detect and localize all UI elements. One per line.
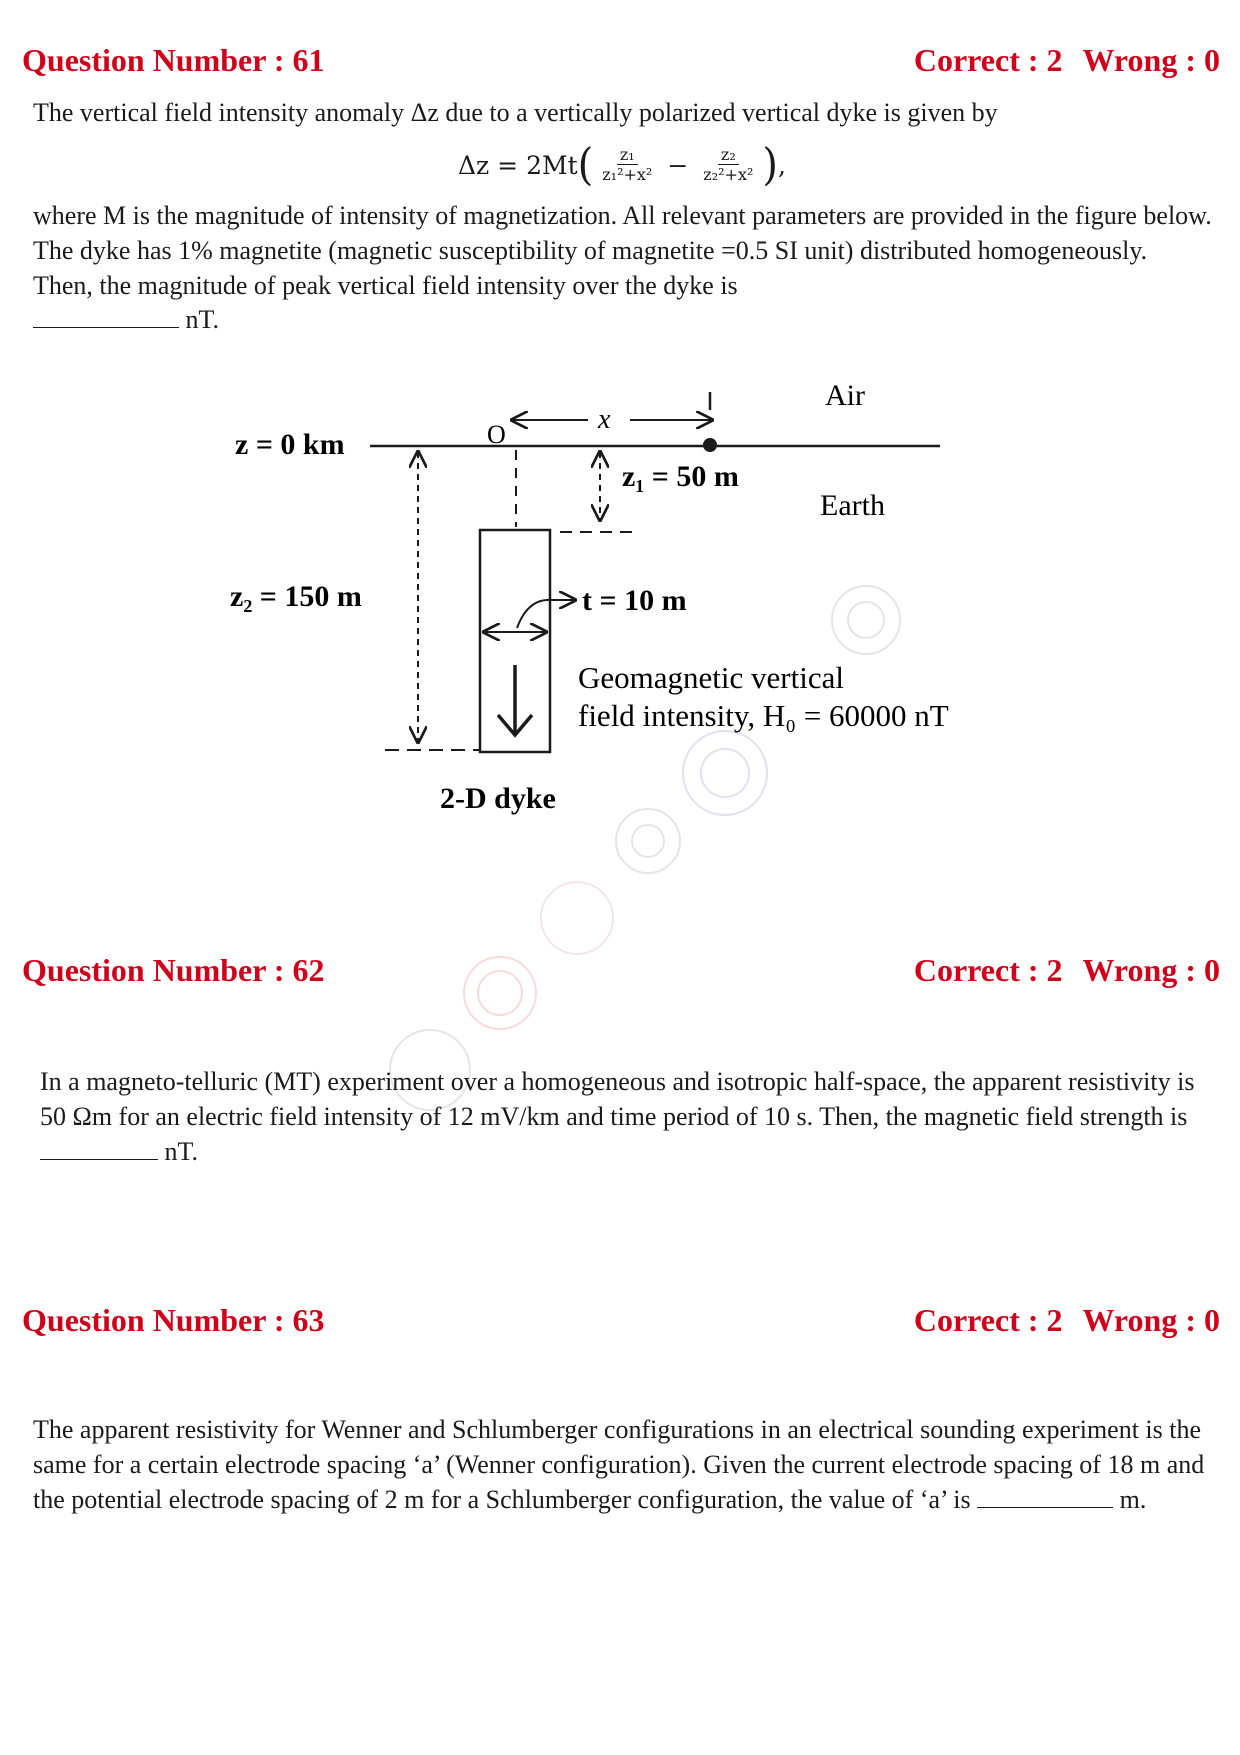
station-point	[703, 438, 717, 452]
question-number: Question Number : 62	[22, 951, 325, 988]
z2-label: z₂ = 150 m	[230, 580, 362, 613]
wrong-score: Wrong : 0	[1082, 951, 1220, 988]
wrong-score: Wrong : 0	[1082, 41, 1220, 78]
formula-lhs: Δz = 2Mt	[458, 150, 578, 180]
question-63-body: The apparent resistivity for Wenner and Schlumberger configurations in an electrical sounding experiment is the same for a certain electrode spacing ‘a’ (Wenner configuration). Given the current electrode spacing of 18 m and the potential electrode spacing of 2 m for a Schlumberger configuration, the value of ‘a’ is	[33, 1415, 1205, 1514]
z1-label: z₁ = 50 m	[622, 460, 739, 493]
answer-blank[interactable]	[977, 1483, 1113, 1508]
score	[914, 952, 1220, 989]
correct-score: Correct : 2	[913, 41, 1063, 78]
fraction-2-num: z₂	[718, 146, 739, 165]
right-paren: )	[762, 139, 779, 191]
score	[914, 42, 1220, 79]
question-number: Question Number : 63	[22, 1301, 325, 1338]
dyke-formula	[458, 139, 786, 191]
unit: nT.	[164, 1137, 198, 1166]
question-number: Question Number : 61	[22, 41, 325, 78]
origin-label: O	[487, 420, 506, 449]
question-63-text	[33, 1412, 1218, 1517]
answer-blank[interactable]	[40, 1135, 158, 1160]
dyke-label: 2-D dyke	[440, 782, 556, 815]
z0-label: z = 0 km	[235, 428, 345, 461]
earth-label: Earth	[820, 489, 885, 522]
correct-score: Correct : 2	[913, 951, 1063, 988]
question-62-text	[40, 1064, 1220, 1169]
question-61-text-2: where M is the magnitude of intensity of magnetization. All relevant parameters are provided in the figure below. The dyke has 1% magnetite (magnetic susceptibility of magnetite =0.5 SI unit) distributed homogeneously. Then, the magnitude of peak vertical field intensity over the dyke is	[33, 201, 1212, 300]
geomagnetic-line-1: Geomagnetic vertical	[578, 660, 844, 695]
minus-sign: −	[667, 150, 689, 180]
question-61-text-1: The vertical field intensity anomaly Δz due to a vertically polarized vertical dyke is given by	[33, 98, 998, 127]
unit: nT.	[185, 305, 219, 334]
fraction-1-den: z₁²+x²	[602, 164, 653, 184]
air-label: Air	[825, 379, 865, 412]
formula-tail: ,	[778, 150, 786, 180]
score	[914, 1302, 1220, 1339]
fraction-1-num: z₁	[617, 146, 638, 165]
wrong-score: Wrong : 0	[1082, 1301, 1220, 1338]
fraction-2-den: z₂²+x²	[703, 164, 754, 184]
question-61-header	[22, 38, 1220, 82]
answer-blank[interactable]	[33, 303, 179, 328]
geomagnetic-line-2: field intensity, H₀ = 60000 nT	[578, 698, 949, 733]
x-label: x	[598, 404, 611, 435]
t-label: t = 10 m	[582, 584, 687, 617]
left-paren: (	[577, 139, 594, 191]
question-63-header	[22, 1298, 1220, 1342]
dyke-figure	[0, 360, 1240, 840]
unit: m.	[1119, 1485, 1147, 1514]
fraction-2	[700, 146, 756, 185]
question-62-header	[22, 948, 1220, 992]
fraction-1	[599, 146, 655, 185]
question-61-answer-line	[33, 302, 633, 337]
correct-score: Correct : 2	[913, 1301, 1063, 1338]
question-62-body: In a magneto-telluric (MT) experiment over a homogeneous and isotropic half-space, the apparent resistivity is 50 Ωm for an electric field intensity of 12 mV/km and time period of 10 s. Then, the magnetic field strength is	[40, 1067, 1195, 1131]
